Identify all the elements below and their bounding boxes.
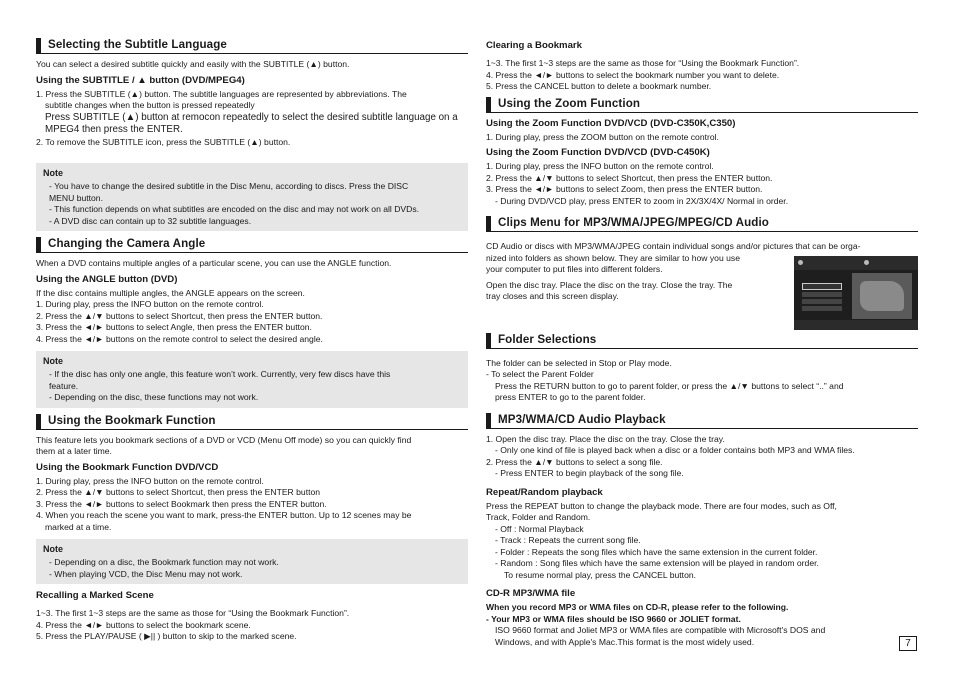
subtitle-step2: 2. To remove the SUBTITLE icon, press the SUBTITLE (▲) button. (36, 136, 291, 147)
clear-step4: 4. Press the ◄/► buttons to select the bookmark number you want to delete. (486, 69, 780, 80)
folder-p2: - To select the Parent Folder (486, 369, 594, 379)
repeat-resume: To resume normal play, press the CANCEL button. (504, 569, 697, 580)
note-item-cont: MENU button. (49, 192, 103, 203)
angle-step3: 3. Press the ◄/► buttons to select Angle, then press the ENTER button. (36, 322, 312, 332)
zoom-sub1: Using the Zoom Function DVD/VCD (DVD-C350K,C350) (486, 117, 736, 129)
bookmark-step4-cont: marked at a time. (45, 521, 112, 532)
playback-s2-note: - Press ENTER to begin playback of the song file. (495, 468, 684, 478)
zoom-heading: Using the Zoom Function (486, 97, 918, 113)
angle-step1: 1. During play, press the INFO button on the remote control. (36, 299, 264, 309)
recall-step13: 1~3. The first 1~3 steps are the same as those for “Using the Bookmark Function”. (36, 608, 350, 618)
repeat-intro: Press the REPEAT button to change the playback mode. There are four modes, such as Off, (486, 500, 837, 511)
clear-step13: 1~3. The first 1~3 steps are the same as those for “Using the Bookmark Function”. (486, 58, 800, 68)
recall-step5: 5. Press the PLAY/PAUSE ( ▶|| ) button to skip to the marked scene. (36, 631, 297, 641)
note-title: Note (43, 356, 63, 366)
clips-p2: Open the disc tray. Place the disc on the tray. Close the tray. The (486, 279, 733, 290)
repeat-icon (864, 260, 869, 265)
screen-bottom-bar (794, 320, 918, 330)
subtitle-step1a: 1. Press the SUBTITLE (▲) button. The subtitle languages are represented by abbreviations. The (36, 88, 407, 99)
angle-sub1: Using the ANGLE button (DVD) (36, 273, 178, 285)
angle-step4: 4. Press the ◄/► buttons on the remote control to select the desired angle. (36, 333, 323, 344)
cdr-title: CD-R MP3/WMA file (486, 588, 576, 599)
note-item: - If the disc has only one angle, this feature won’t work. Currently, very few discs have this (49, 369, 391, 379)
clear-step5: 5. Press the CANCEL button to delete a bookmark number. (486, 81, 712, 91)
page-number: 7 (899, 636, 917, 651)
repeat-mode: - Folder : Repeats the song files which have the same extension in the current folder. (495, 546, 818, 557)
right-column (486, 38, 918, 648)
zoom-b3-note: - During DVD/VCD play, press ENTER to zoom in 2X/3X/4X/ Normal in order. (495, 195, 789, 206)
zoom-a1: 1. During play, press the ZOOM button on the remote control. (486, 131, 719, 142)
playback-s1-note: - Only one kind of file is played back when a disc or a folder contains both MP3 and WMA files. (495, 445, 855, 455)
disc-icon (798, 260, 803, 265)
bookmark-sub1: Using the Bookmark Function DVD/VCD (36, 461, 219, 473)
clips-menu-screenshot (794, 256, 918, 330)
folder-p3-cont: press ENTER to go to the parent folder. (495, 392, 646, 402)
zoom-b1: 1. During play, press the INFO button on the remote control. (486, 161, 714, 171)
subtitle-step1d: MPEG4 then press the ENTER. (45, 124, 183, 135)
clips-p1-cont: your computer to put files into different folders. (486, 264, 663, 274)
bookmark-step1: 1. During play, press the INFO button on the remote control. (36, 475, 264, 486)
clips-p1-cont: nized into folders as shown below. They are similar to how you use (486, 252, 740, 263)
note-item: - A DVD disc can contain up to 32 subtitle languages. (49, 215, 252, 226)
recall-title: Recalling a Marked Scene (36, 590, 154, 601)
note-item: - Depending on a disc, the Bookmark function may not work. (49, 557, 279, 567)
subtitle-note (36, 163, 468, 231)
subtitle-step1c: Press SUBTITLE (▲) button at remocon repeatedly to select the desired subtitle language on a (45, 111, 458, 123)
left-column (36, 38, 468, 643)
zoom-sub2: Using the Zoom Function DVD/VCD (DVD-C450K) (486, 147, 710, 158)
subtitle-heading: Selecting the Subtitle Language (36, 38, 468, 54)
repeat-mode: - Track : Repeats the current song file. (495, 535, 641, 545)
angle-note (36, 351, 468, 408)
note-item: - When playing VCD, the Disc Menu may not work. (49, 568, 243, 579)
folder-heading: Folder Selections (486, 333, 918, 349)
bookmark-step3: 3. Press the ◄/► buttons to select Bookmark then press the ENTER button. (36, 498, 327, 509)
note-item: - You have to change the desired subtitle in the Disc Menu, according to discs. Press the DISC (49, 181, 409, 191)
angle-step2: 2. Press the ▲/▼ buttons to select Shortcut, then press the ENTER button. (36, 310, 323, 321)
cdr-line3: ISO 9660 format and Joliet MP3 or WMA files are compatible with Microsoft's DOS and (495, 625, 826, 635)
subtitle-intro: You can select a desired subtitle quickly and easily with the SUBTITLE (▲) button. (36, 59, 350, 69)
note-title: Note (43, 168, 63, 178)
screen-top-bar (794, 256, 918, 270)
clips-p2-cont: tray closes and this screen display. (486, 291, 619, 301)
cdr-line2: - Your MP3 or WMA files should be ISO 9660 or JOLIET format. (486, 613, 741, 624)
clear-title: Clearing a Bookmark (486, 40, 582, 51)
note-title: Note (43, 544, 63, 554)
folder-list (802, 283, 842, 317)
zoom-b2: 2. Press the ▲/▼ buttons to select Shortcut, then press the ENTER button. (486, 172, 773, 183)
recall-step4: 4. Press the ◄/► buttons to select the bookmark scene. (36, 619, 251, 630)
preview-image (852, 273, 912, 319)
bookmark-step4: 4. When you reach the scene you want to mark, press-the ENTER button. Up to 12 scenes may be (36, 510, 412, 520)
repeat-mode: - Off : Normal Playback (495, 523, 584, 534)
clips-heading: Clips Menu for MP3/WMA/JPEG/MPEG/CD Audio (486, 216, 918, 232)
angle-heading: Changing the Camera Angle (36, 237, 468, 253)
playback-heading: MP3/WMA/CD Audio Playback (486, 413, 918, 429)
playback-s1: 1. Open the disc tray. Place the disc on the tray. Close the tray. (486, 433, 725, 444)
note-item: - This function depends on what subtitles are encoded on the disc and may not work on all DVDs. (49, 204, 420, 214)
bookmark-heading: Using the Bookmark Function (36, 414, 468, 430)
bookmark-note (36, 539, 468, 584)
playback-s2: 2. Press the ▲/▼ buttons to select a song file. (486, 456, 663, 467)
zoom-b3: 3. Press the ◄/► buttons to select Zoom, then press the ENTER button. (486, 184, 763, 194)
bookmark-step2: 2. Press the ▲/▼ buttons to select Shortcut, then press the ENTER button (36, 487, 321, 497)
folder-p1: The folder can be selected in Stop or Play mode. (486, 357, 672, 368)
cdr-line3-cont: Windows, and with Apple's Mac.This format is the most widely used. (495, 636, 755, 647)
bookmark-intro-cont: them at a later time. (36, 446, 112, 456)
note-item-cont: feature. (49, 380, 79, 391)
bookmark-intro: This feature lets you bookmark sections of a DVD or VCD (Menu Off mode) so you can quickly find (36, 434, 412, 445)
note-item: - Depending on the disc, these functions may not work. (49, 392, 259, 402)
repeat-title: Repeat/Random playback (486, 486, 603, 498)
angle-intro: When a DVD contains multiple angles of a particular scene, you can use the ANGLE function. (36, 258, 392, 268)
repeat-intro-cont: Track, Folder and Random. (486, 512, 591, 522)
folder-p3: Press the RETURN button to go to parent folder, or press the ▲/▼ buttons to select “..” and (495, 380, 844, 391)
angle-line1: If the disc contains multiple angles, the ANGLE appears on the screen. (36, 287, 305, 298)
clips-p1: CD Audio or discs with MP3/WMA/JPEG contain individual songs and/or pictures that can be orga- (486, 241, 861, 251)
cdr-line1: When you record MP3 or WMA files on CD-R, please refer to the following. (486, 602, 789, 612)
repeat-mode: - Random : Song files which have the same extension will be played in random order. (495, 558, 819, 568)
subtitle-sub1: Using the SUBTITLE / ▲ button (DVD/MPEG4) (36, 74, 245, 86)
subtitle-step1b: subtitle changes when the button is pressed repeatedly (45, 100, 255, 110)
